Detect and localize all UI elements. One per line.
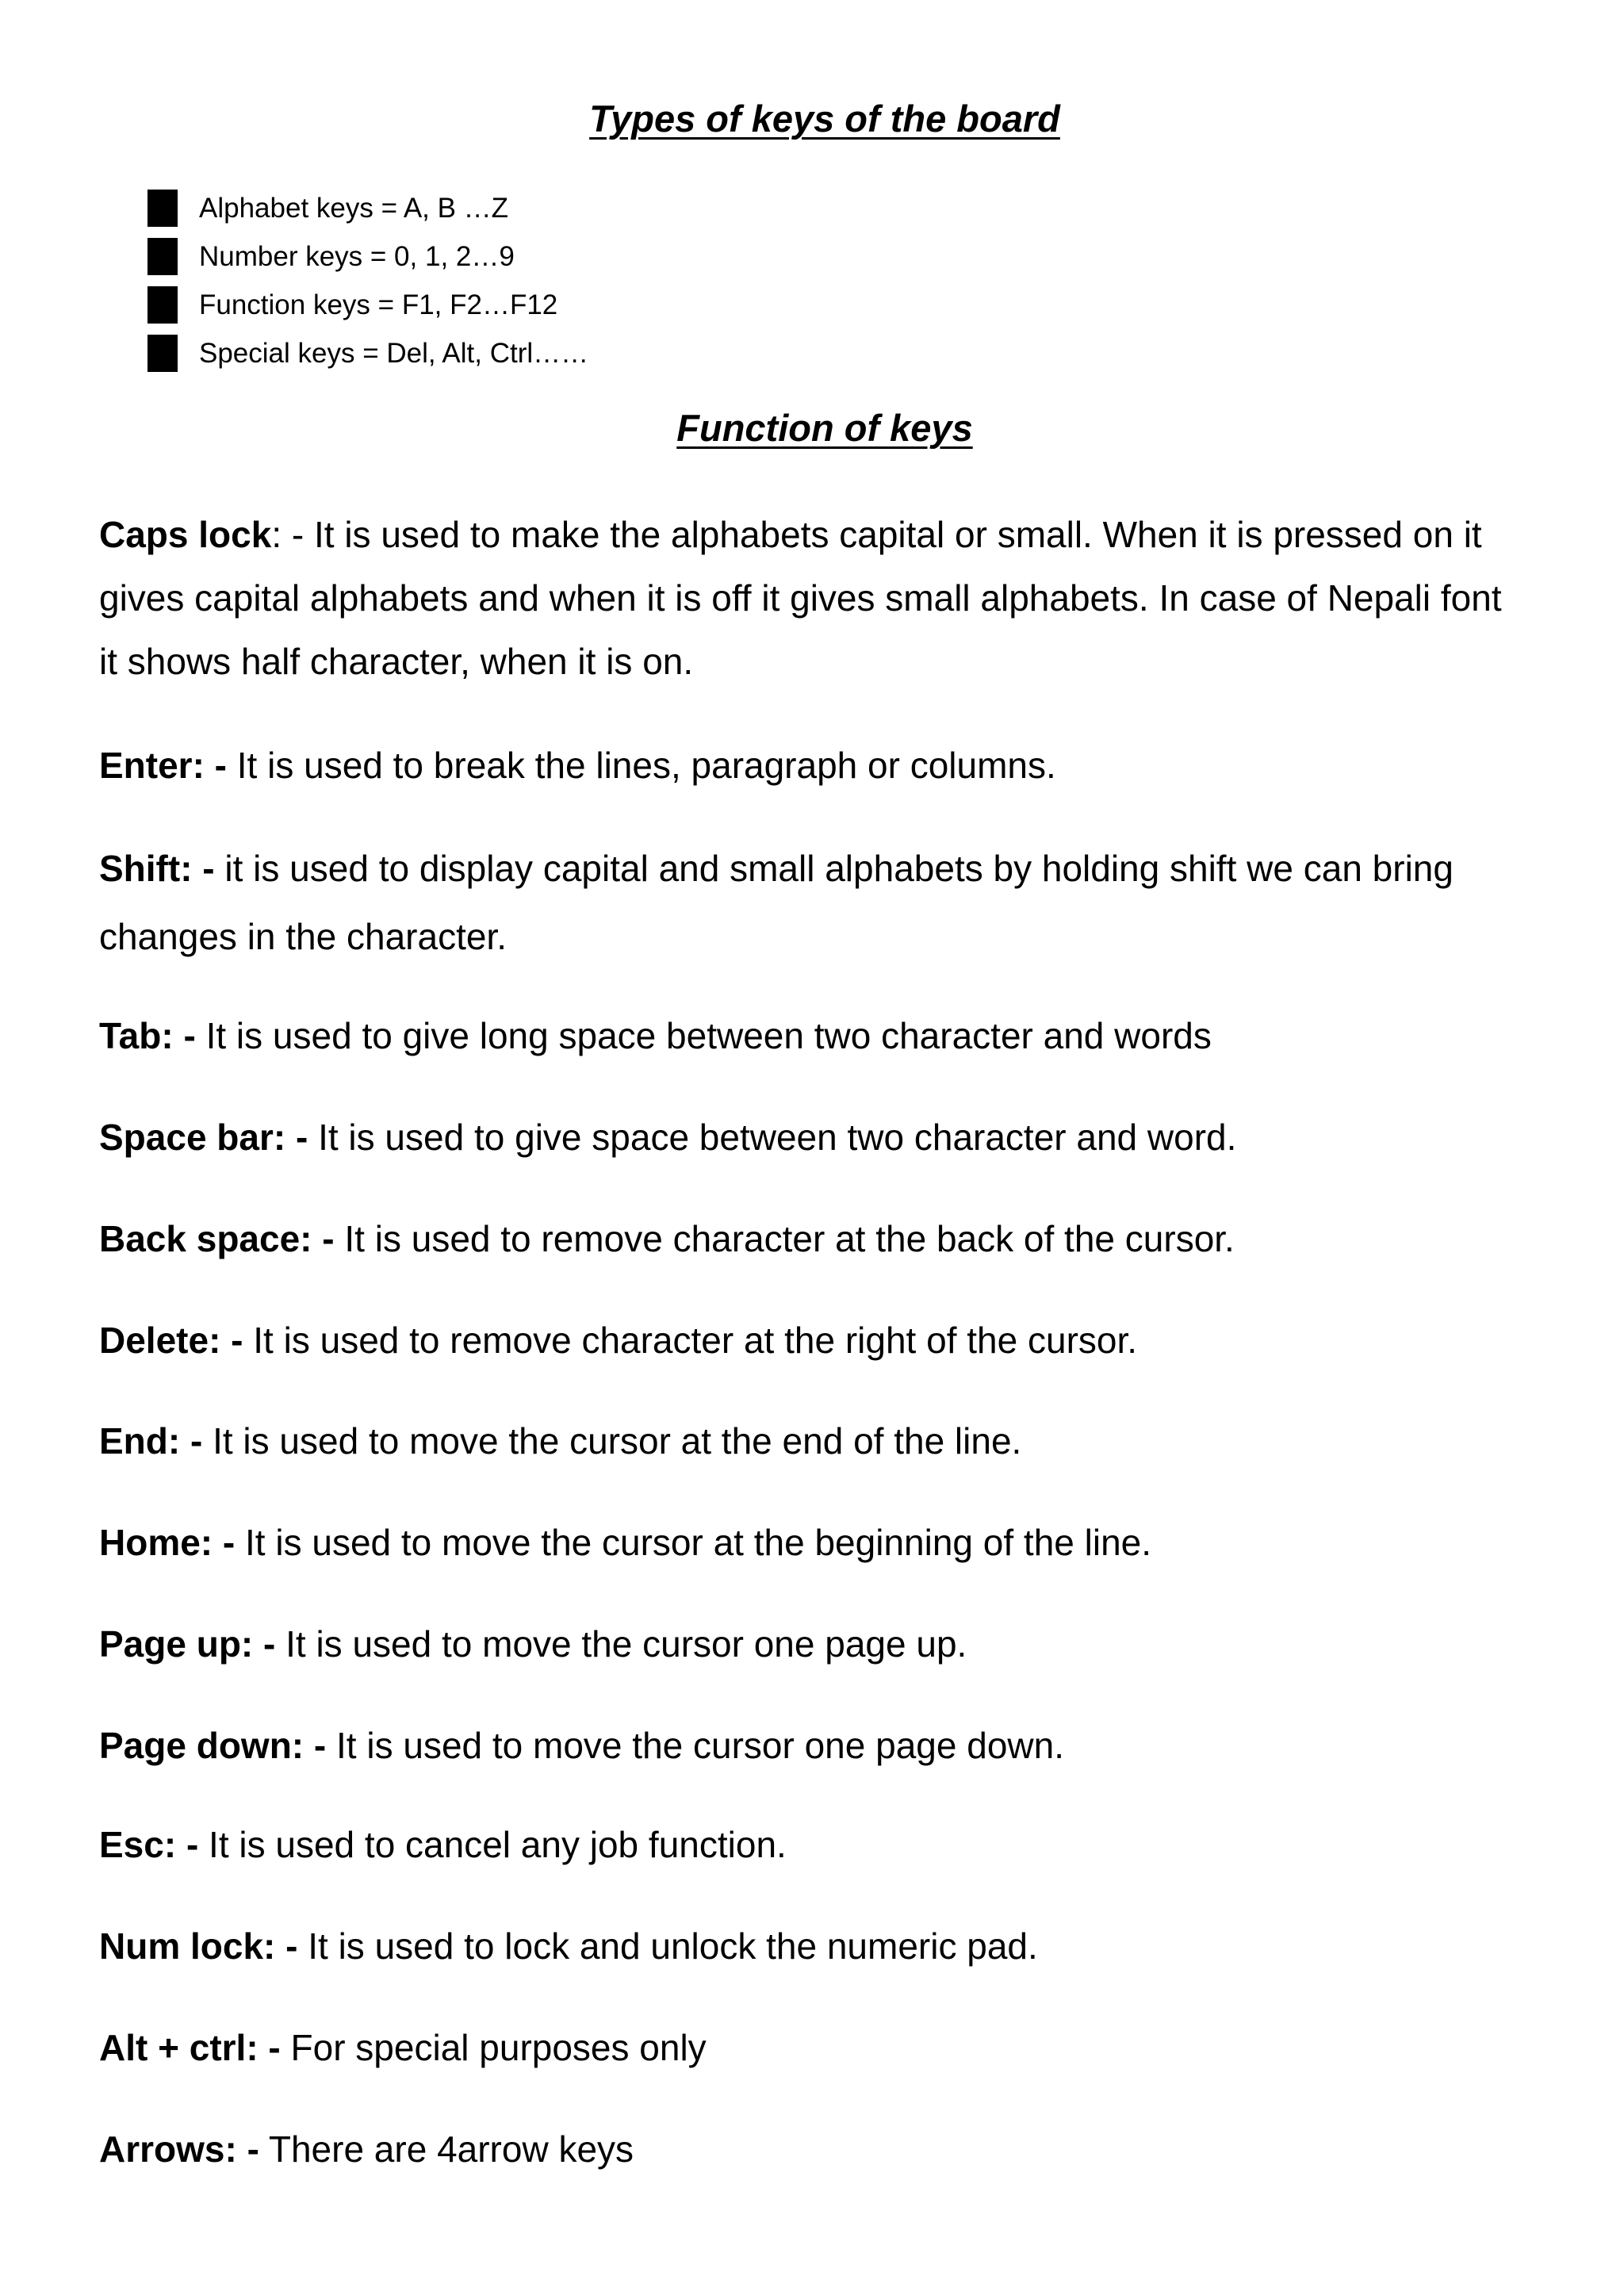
definition-tab — [99, 1004, 1526, 1067]
definition-back-space — [99, 1207, 1526, 1270]
definition-separator — [281, 2027, 291, 2068]
list-item — [147, 232, 588, 281]
definition-separator: : - — [271, 514, 314, 555]
definition-text: It is used to cancel any job function. — [209, 1824, 787, 1865]
definition-esc — [99, 1813, 1526, 1876]
definition-term: Esc: - — [99, 1824, 199, 1865]
square-bullet-icon — [147, 190, 178, 227]
list-item — [147, 184, 588, 232]
list-item-text: Function keys = F1, F2…F12 — [199, 289, 558, 320]
definition-separator — [235, 1522, 245, 1563]
definition-enter — [99, 734, 1526, 797]
definition-text: It is used to lock and unlock the numeric pad. — [308, 1925, 1038, 1967]
definition-text: There are 4arrow keys — [268, 2128, 634, 2170]
definition-caps-lock — [99, 503, 1526, 693]
definition-separator — [215, 848, 225, 889]
definition-term: Page down: - — [99, 1725, 327, 1766]
definition-term: Back space: - — [99, 1218, 335, 1259]
page-title: Types of keys of the board — [589, 98, 1060, 140]
definition-end — [99, 1409, 1526, 1473]
square-bullet-icon — [147, 238, 178, 275]
definition-page-down — [99, 1714, 1526, 1777]
definition-term: Enter: - — [99, 745, 227, 786]
definition-text: It is used to move the cursor one page down. — [336, 1725, 1064, 1766]
list-item — [147, 329, 588, 377]
definition-separator — [297, 1925, 308, 1967]
definition-term: End: - — [99, 1420, 203, 1462]
definition-term: Delete: - — [99, 1320, 243, 1361]
definition-separator — [335, 1218, 345, 1259]
definition-term: Space bar: - — [99, 1117, 308, 1158]
definition-space-bar — [99, 1105, 1526, 1169]
definition-separator — [275, 1623, 285, 1665]
definition-separator — [198, 1824, 209, 1865]
definition-separator — [308, 1117, 318, 1158]
list-item — [147, 281, 588, 329]
definition-text: It is used to move the cursor one page up. — [285, 1623, 967, 1665]
definition-text: It is used to move the cursor at the beginning of the line. — [245, 1522, 1152, 1563]
definition-text: It is used to make the alphabets capital or small. When it is pressed on it gives capital alphabets and when it is off it gives small alphabets. In case of Nepali font it shows half character, when it is on. — [99, 514, 1502, 682]
definition-separator — [196, 1015, 206, 1056]
key-types-list — [147, 184, 588, 377]
definition-term: Page up: - — [99, 1623, 276, 1665]
definition-text: It is used to break the lines, paragraph or columns. — [236, 745, 1056, 786]
definition-alt-ctrl — [99, 2016, 1526, 2079]
definition-term: Shift: - — [99, 848, 215, 889]
square-bullet-icon — [147, 286, 178, 324]
definition-text: It is used to move the cursor at the end of the line. — [213, 1420, 1022, 1462]
definition-term: Caps lock — [99, 514, 272, 555]
list-item-text: Alphabet keys = A, B …Z — [199, 192, 509, 224]
definition-text: It is used to give space between two character and word. — [318, 1117, 1237, 1158]
list-item-text: Number keys = 0, 1, 2…9 — [199, 240, 515, 272]
list-item-text: Special keys = Del, Alt, Ctrl…… — [199, 337, 589, 369]
definition-separator — [259, 2128, 269, 2170]
definition-term: Tab: - — [99, 1015, 196, 1056]
definition-home — [99, 1511, 1526, 1574]
square-bullet-icon — [147, 335, 178, 372]
definition-text: For special purposes only — [290, 2027, 707, 2068]
definition-delete — [99, 1308, 1526, 1372]
definition-separator — [227, 745, 237, 786]
definition-text: It is used to give long space between two character and words — [205, 1015, 1212, 1056]
definition-separator — [202, 1420, 213, 1462]
definition-arrows — [99, 2117, 1526, 2181]
definition-num-lock — [99, 1914, 1526, 1978]
definition-text: It is used to remove character at the right of the cursor. — [253, 1320, 1138, 1361]
definition-separator — [243, 1320, 253, 1361]
definition-term: Home: - — [99, 1522, 236, 1563]
definition-shift — [99, 834, 1526, 971]
definition-term: Num lock: - — [99, 1925, 298, 1967]
definition-text: it is used to display capital and small alphabets by holding shift we can bring changes in the character. — [99, 848, 1454, 957]
definition-separator — [326, 1725, 336, 1766]
definition-page-up — [99, 1612, 1526, 1676]
section-title: Function of keys — [676, 407, 973, 449]
definition-term: Alt + ctrl: - — [99, 2027, 281, 2068]
definition-text: It is used to remove character at the back of the cursor. — [344, 1218, 1235, 1259]
definition-term: Arrows: - — [99, 2128, 259, 2170]
